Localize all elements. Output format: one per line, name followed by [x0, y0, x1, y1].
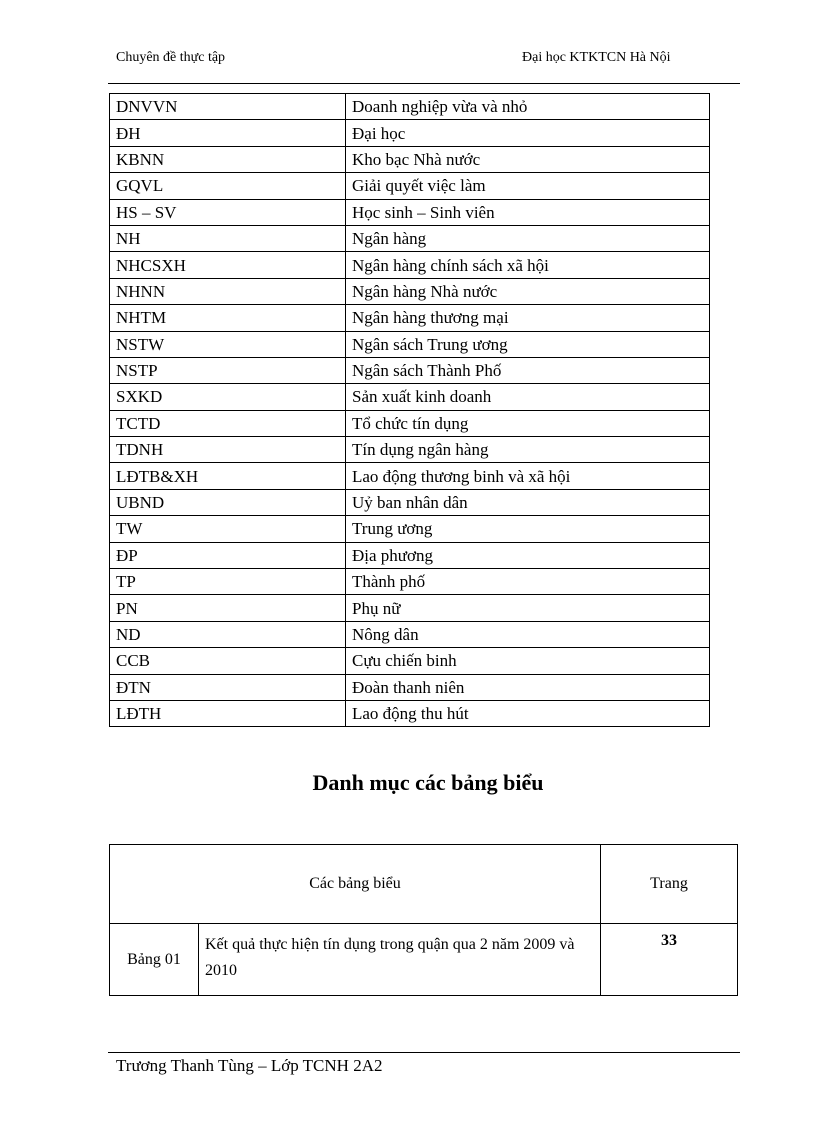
abbreviation-row	[110, 516, 710, 542]
abbreviation-code: NHCSXH	[110, 252, 346, 278]
abbreviation-meaning: Tín dụng ngân hàng	[346, 437, 710, 463]
abbreviation-code: UBND	[110, 489, 346, 515]
abbreviation-row	[110, 120, 710, 146]
table-page-number: 33	[601, 924, 738, 996]
abbreviation-row	[110, 648, 710, 674]
abbreviation-code: DNVVN	[110, 94, 346, 120]
abbreviation-code: SXKD	[110, 384, 346, 410]
list-of-tables-header	[110, 845, 738, 924]
abbreviation-row	[110, 199, 710, 225]
abbreviation-meaning: Uỷ ban nhân dân	[346, 489, 710, 515]
abbreviation-row	[110, 410, 710, 436]
abbreviation-meaning: Kho bạc Nhà nước	[346, 146, 710, 172]
abbreviation-meaning: Trung ương	[346, 516, 710, 542]
abbreviation-code: ND	[110, 621, 346, 647]
abbreviation-code: NSTP	[110, 357, 346, 383]
abbreviation-row	[110, 700, 710, 726]
abbreviation-row	[110, 384, 710, 410]
abbreviation-meaning: Ngân sách Trung ương	[346, 331, 710, 357]
abbreviation-meaning: Học sinh – Sinh viên	[346, 199, 710, 225]
abbreviation-code: TW	[110, 516, 346, 542]
header-right: Đại học KTKTCN Hà Nội	[522, 50, 671, 65]
abbreviation-meaning: Lao động thu hút	[346, 700, 710, 726]
table-row	[110, 924, 738, 996]
abbreviation-row	[110, 173, 710, 199]
abbreviation-meaning: Đoàn thanh niên	[346, 674, 710, 700]
abbreviation-row	[110, 595, 710, 621]
abbreviation-row	[110, 437, 710, 463]
abbreviation-row	[110, 225, 710, 251]
column-header-page: Trang	[601, 845, 738, 924]
abbreviation-meaning: Ngân hàng chính sách xã hội	[346, 252, 710, 278]
abbreviation-row	[110, 542, 710, 568]
abbreviation-meaning: Lao động thương binh và xã hội	[346, 463, 710, 489]
abbreviation-row	[110, 463, 710, 489]
abbreviation-table	[109, 93, 710, 727]
abbreviation-meaning: Sản xuất kinh doanh	[346, 384, 710, 410]
abbreviation-code: PN	[110, 595, 346, 621]
header-left: Chuyên đề thực tập	[116, 50, 226, 65]
abbreviation-code: NHTM	[110, 305, 346, 331]
abbreviation-meaning: Thành phố	[346, 569, 710, 595]
abbreviation-code: NHNN	[110, 278, 346, 304]
abbreviation-meaning: Địa phương	[346, 542, 710, 568]
abbreviation-row	[110, 94, 710, 120]
abbreviation-row	[110, 331, 710, 357]
abbreviation-meaning: Tổ chức tín dụng	[346, 410, 710, 436]
header-divider	[108, 83, 740, 84]
abbreviation-meaning: Doanh nghiệp vừa và nhỏ	[346, 94, 710, 120]
abbreviation-meaning: Phụ nữ	[346, 595, 710, 621]
abbreviation-row	[110, 305, 710, 331]
abbreviation-row	[110, 357, 710, 383]
abbreviation-code: CCB	[110, 648, 346, 674]
abbreviation-meaning: Đại học	[346, 120, 710, 146]
abbreviation-code: ĐTN	[110, 674, 346, 700]
abbreviation-row	[110, 146, 710, 172]
abbreviation-row	[110, 621, 710, 647]
abbreviation-code: TCTD	[110, 410, 346, 436]
footer-text: Trương Thanh Tùng – Lớp TCNH 2A2	[116, 1056, 383, 1075]
abbreviation-row	[110, 489, 710, 515]
abbreviation-meaning: Ngân hàng Nhà nước	[346, 278, 710, 304]
abbreviation-meaning: Ngân hàng thương mại	[346, 305, 710, 331]
abbreviation-code: TDNH	[110, 437, 346, 463]
abbreviation-meaning: Ngân sách Thành Phố	[346, 357, 710, 383]
abbreviation-code: GQVL	[110, 173, 346, 199]
abbreviation-row	[110, 569, 710, 595]
table-label: Bảng 01	[110, 924, 199, 996]
abbreviation-code: ĐH	[110, 120, 346, 146]
abbreviation-code: TP	[110, 569, 346, 595]
abbreviation-code: LĐTH	[110, 700, 346, 726]
list-of-tables-title: Danh mục các bảng biểu	[312, 770, 544, 795]
abbreviation-code: HS – SV	[110, 199, 346, 225]
abbreviation-row	[110, 252, 710, 278]
abbreviation-meaning: Nông dân	[346, 621, 710, 647]
abbreviation-meaning: Ngân hàng	[346, 225, 710, 251]
abbreviation-row	[110, 674, 710, 700]
abbreviation-code: NSTW	[110, 331, 346, 357]
abbreviation-row	[110, 278, 710, 304]
abbreviation-code: KBNN	[110, 146, 346, 172]
table-description: Kết quả thực hiện tín dụng trong quận qua 2 năm 2009 và 2010	[199, 924, 601, 996]
abbreviation-code: LĐTB&XH	[110, 463, 346, 489]
abbreviation-code: ĐP	[110, 542, 346, 568]
abbreviation-meaning: Giải quyết việc làm	[346, 173, 710, 199]
footer-divider	[108, 1052, 740, 1053]
list-of-tables	[109, 844, 738, 996]
abbreviation-meaning: Cựu chiến binh	[346, 648, 710, 674]
column-header-tables: Các bảng biểu	[110, 845, 601, 924]
abbreviation-code: NH	[110, 225, 346, 251]
